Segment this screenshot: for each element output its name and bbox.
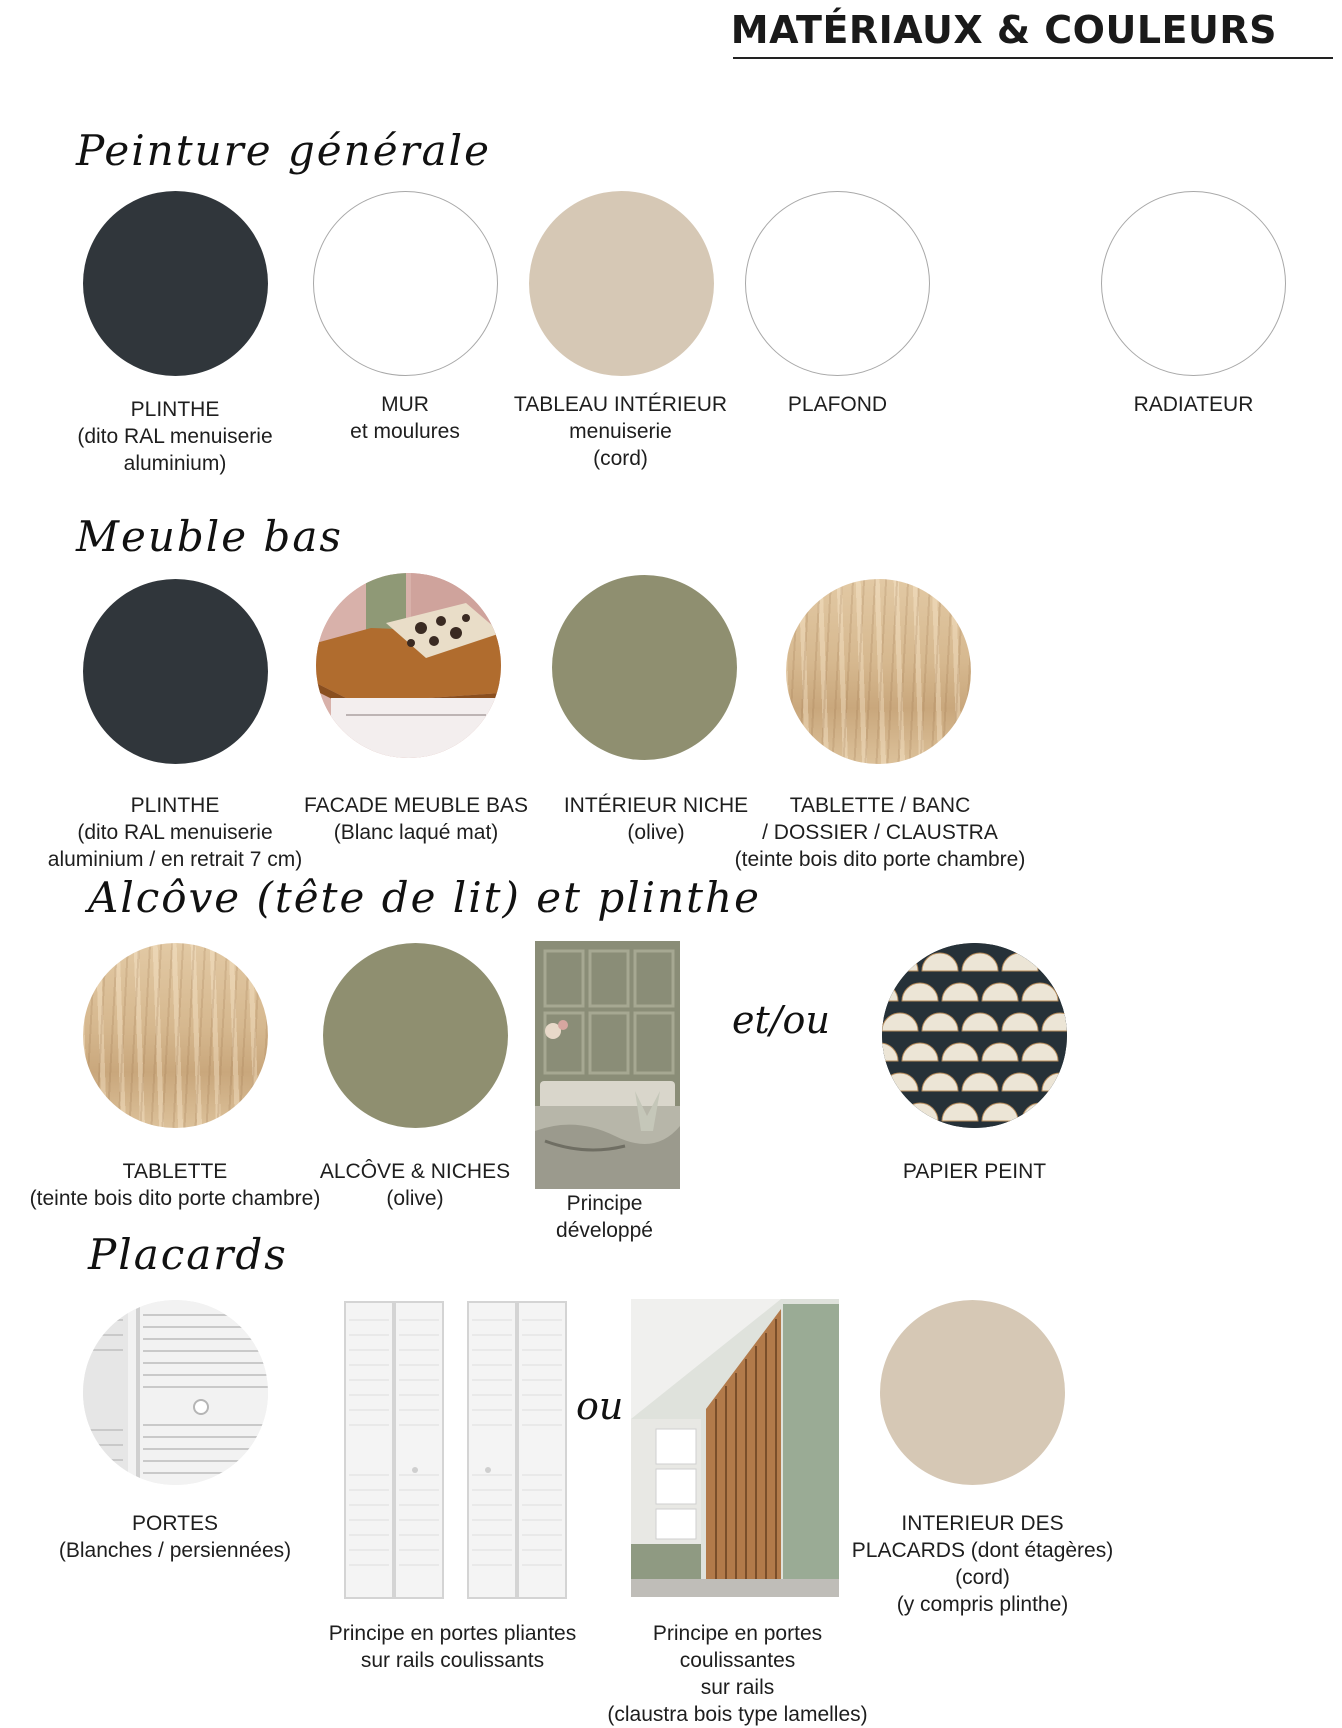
portes-pliantes-image <box>340 1300 570 1600</box>
swatch-plafond <box>745 191 930 376</box>
page-title: MATÉRIAUX & COULEURS <box>730 8 1277 52</box>
section-title-placards: Placards <box>88 1230 288 1279</box>
facade-meuble-illustration <box>316 573 501 758</box>
title-underline <box>733 57 1333 59</box>
section-title-alcove: Alcôve (tête de lit) et plinthe <box>88 873 761 922</box>
caption-alcove-niches: ALCÔVE & NICHES (olive) <box>319 1160 511 1210</box>
papier-peint-pattern <box>882 943 1067 1128</box>
facade-meuble-image <box>316 573 501 758</box>
portes-pliantes-illustration <box>340 1300 570 1600</box>
caption-interieur-niche: INTÉRIEUR NICHE (olive) <box>563 794 749 844</box>
caption-facade-meuble: FACADE MEUBLE BAS (Blanc laqué mat) <box>303 794 529 844</box>
alcove-principle-illustration <box>535 941 680 1189</box>
caption-plinthe-meuble: PLINTHE (dito RAL menuiserie aluminium / en retrait 7 cm) <box>47 794 303 871</box>
section-title-peinture: Peinture générale <box>76 126 491 175</box>
swatch-alcove-niches <box>323 943 508 1128</box>
caption-portes: PORTES (Blanches / persiennées) <box>58 1512 292 1562</box>
connector-ou: ou <box>576 1384 624 1428</box>
swatch-interieur-niche <box>552 575 737 760</box>
caption-tablette-banc: TABLETTE / BANC / DOSSIER / CLAUSTRA (teinte bois dito porte chambre) <box>734 794 1026 871</box>
swatch-radiateur <box>1101 191 1286 376</box>
caption-portes-coulissantes: Principe en portes coulissantes sur rails (claustra bois type lamelles) <box>607 1622 868 1726</box>
connector-et-ou: et/ou <box>732 998 830 1042</box>
caption-mur: MUR et moulures <box>350 393 460 443</box>
caption-plafond: PLAFOND <box>787 393 888 416</box>
caption-tablette-alcove: TABLETTE (teinte bois dito porte chambre) <box>29 1160 321 1210</box>
swatch-interieur-placards <box>880 1300 1065 1485</box>
caption-interieur-placards: INTERIEUR DES PLACARDS (dont étagères) (cord) (y compris plinthe) <box>851 1512 1114 1616</box>
portes-image <box>83 1300 268 1485</box>
swatch-tablette-alcove <box>83 943 268 1128</box>
caption-tableau-interieur: TABLEAU INTÉRIEUR menuiserie (cord) <box>513 393 728 470</box>
papier-peint-image <box>882 943 1067 1128</box>
swatch-tableau-interieur <box>529 191 714 376</box>
swatch-plinthe-meuble <box>83 579 268 764</box>
swatch-mur <box>313 191 498 376</box>
caption-plinthe: PLINTHE (dito RAL menuiserie aluminium) <box>77 398 273 475</box>
section-title-meuble: Meuble bas <box>76 512 343 561</box>
caption-radiateur: RADIATEUR <box>1133 393 1254 416</box>
swatch-plinthe <box>83 191 268 376</box>
swatch-tablette-banc <box>786 579 971 764</box>
caption-papier-peint: PAPIER PEINT <box>902 1160 1047 1183</box>
portes-louvre-illustration <box>83 1300 268 1485</box>
caption-principe-developpe: Principe développé <box>556 1192 653 1242</box>
portes-coulissantes-image <box>631 1299 839 1597</box>
alcove-principle-photo <box>535 941 680 1189</box>
caption-portes-pliantes: Principe en portes pliantes sur rails coulissants <box>328 1622 577 1672</box>
portes-coulissantes-illustration <box>631 1299 839 1597</box>
